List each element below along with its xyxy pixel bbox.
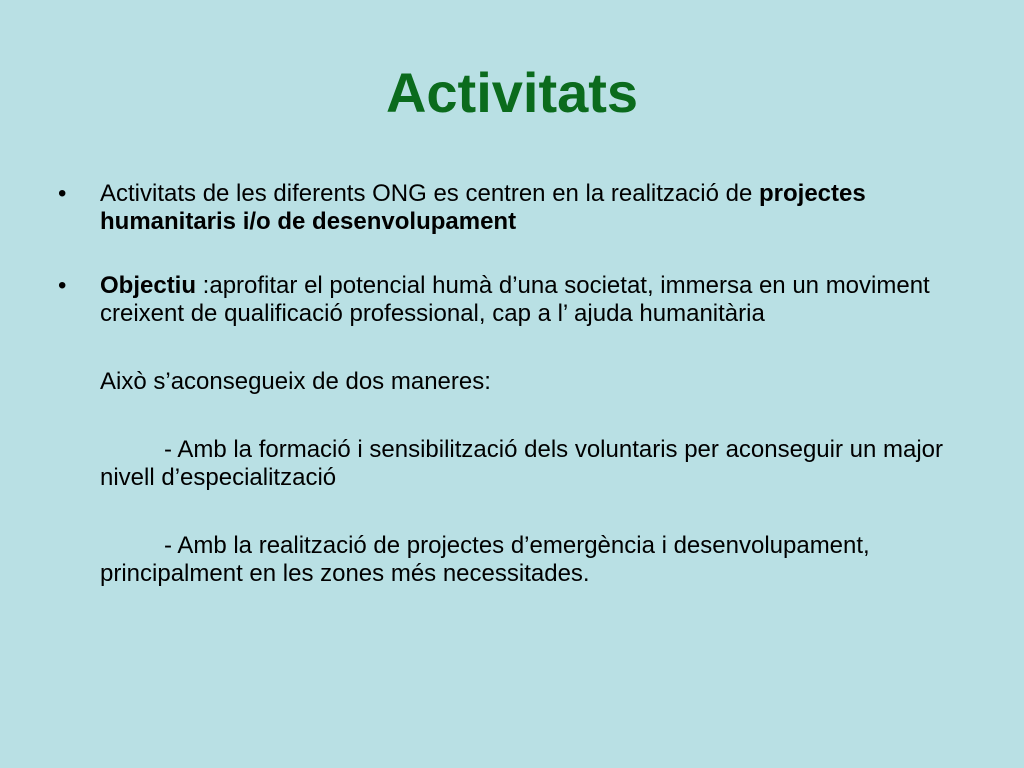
slide-body — [58, 180, 978, 588]
paragraph-text: - Amb la realització de projectes d’emergència i desenvolupament, principalment en les zones més necessitades. — [100, 532, 870, 587]
bullet-text: Activitats de les diferents ONG es centren en la realització de — [100, 180, 759, 207]
paragraph-text: - Amb la formació i sensibilització dels voluntaris per aconseguir un major nivell d’especialització — [100, 436, 944, 491]
bullet-marker: • — [58, 180, 67, 207]
slide-title: Activitats — [385, 61, 639, 124]
bullet-marker: • — [58, 272, 67, 299]
bullet-bold-text: projectes humanitaris i/o de desenvolupament — [100, 180, 866, 235]
bullet-item-activitats — [58, 180, 978, 236]
paragraph-way-1 — [58, 436, 978, 492]
bullet-item-objectiu — [58, 272, 978, 328]
paragraph-way-2 — [58, 532, 978, 588]
bullet-text: :aprofitar el potencial humà d’una societat, immersa en un moviment creixent de qualificació professional, cap a l’ ajuda humanitària — [100, 272, 930, 327]
bullet-bold-text: Objectiu — [100, 272, 197, 299]
paragraph-intro: Això s’aconsegueix de dos maneres: — [100, 368, 491, 395]
